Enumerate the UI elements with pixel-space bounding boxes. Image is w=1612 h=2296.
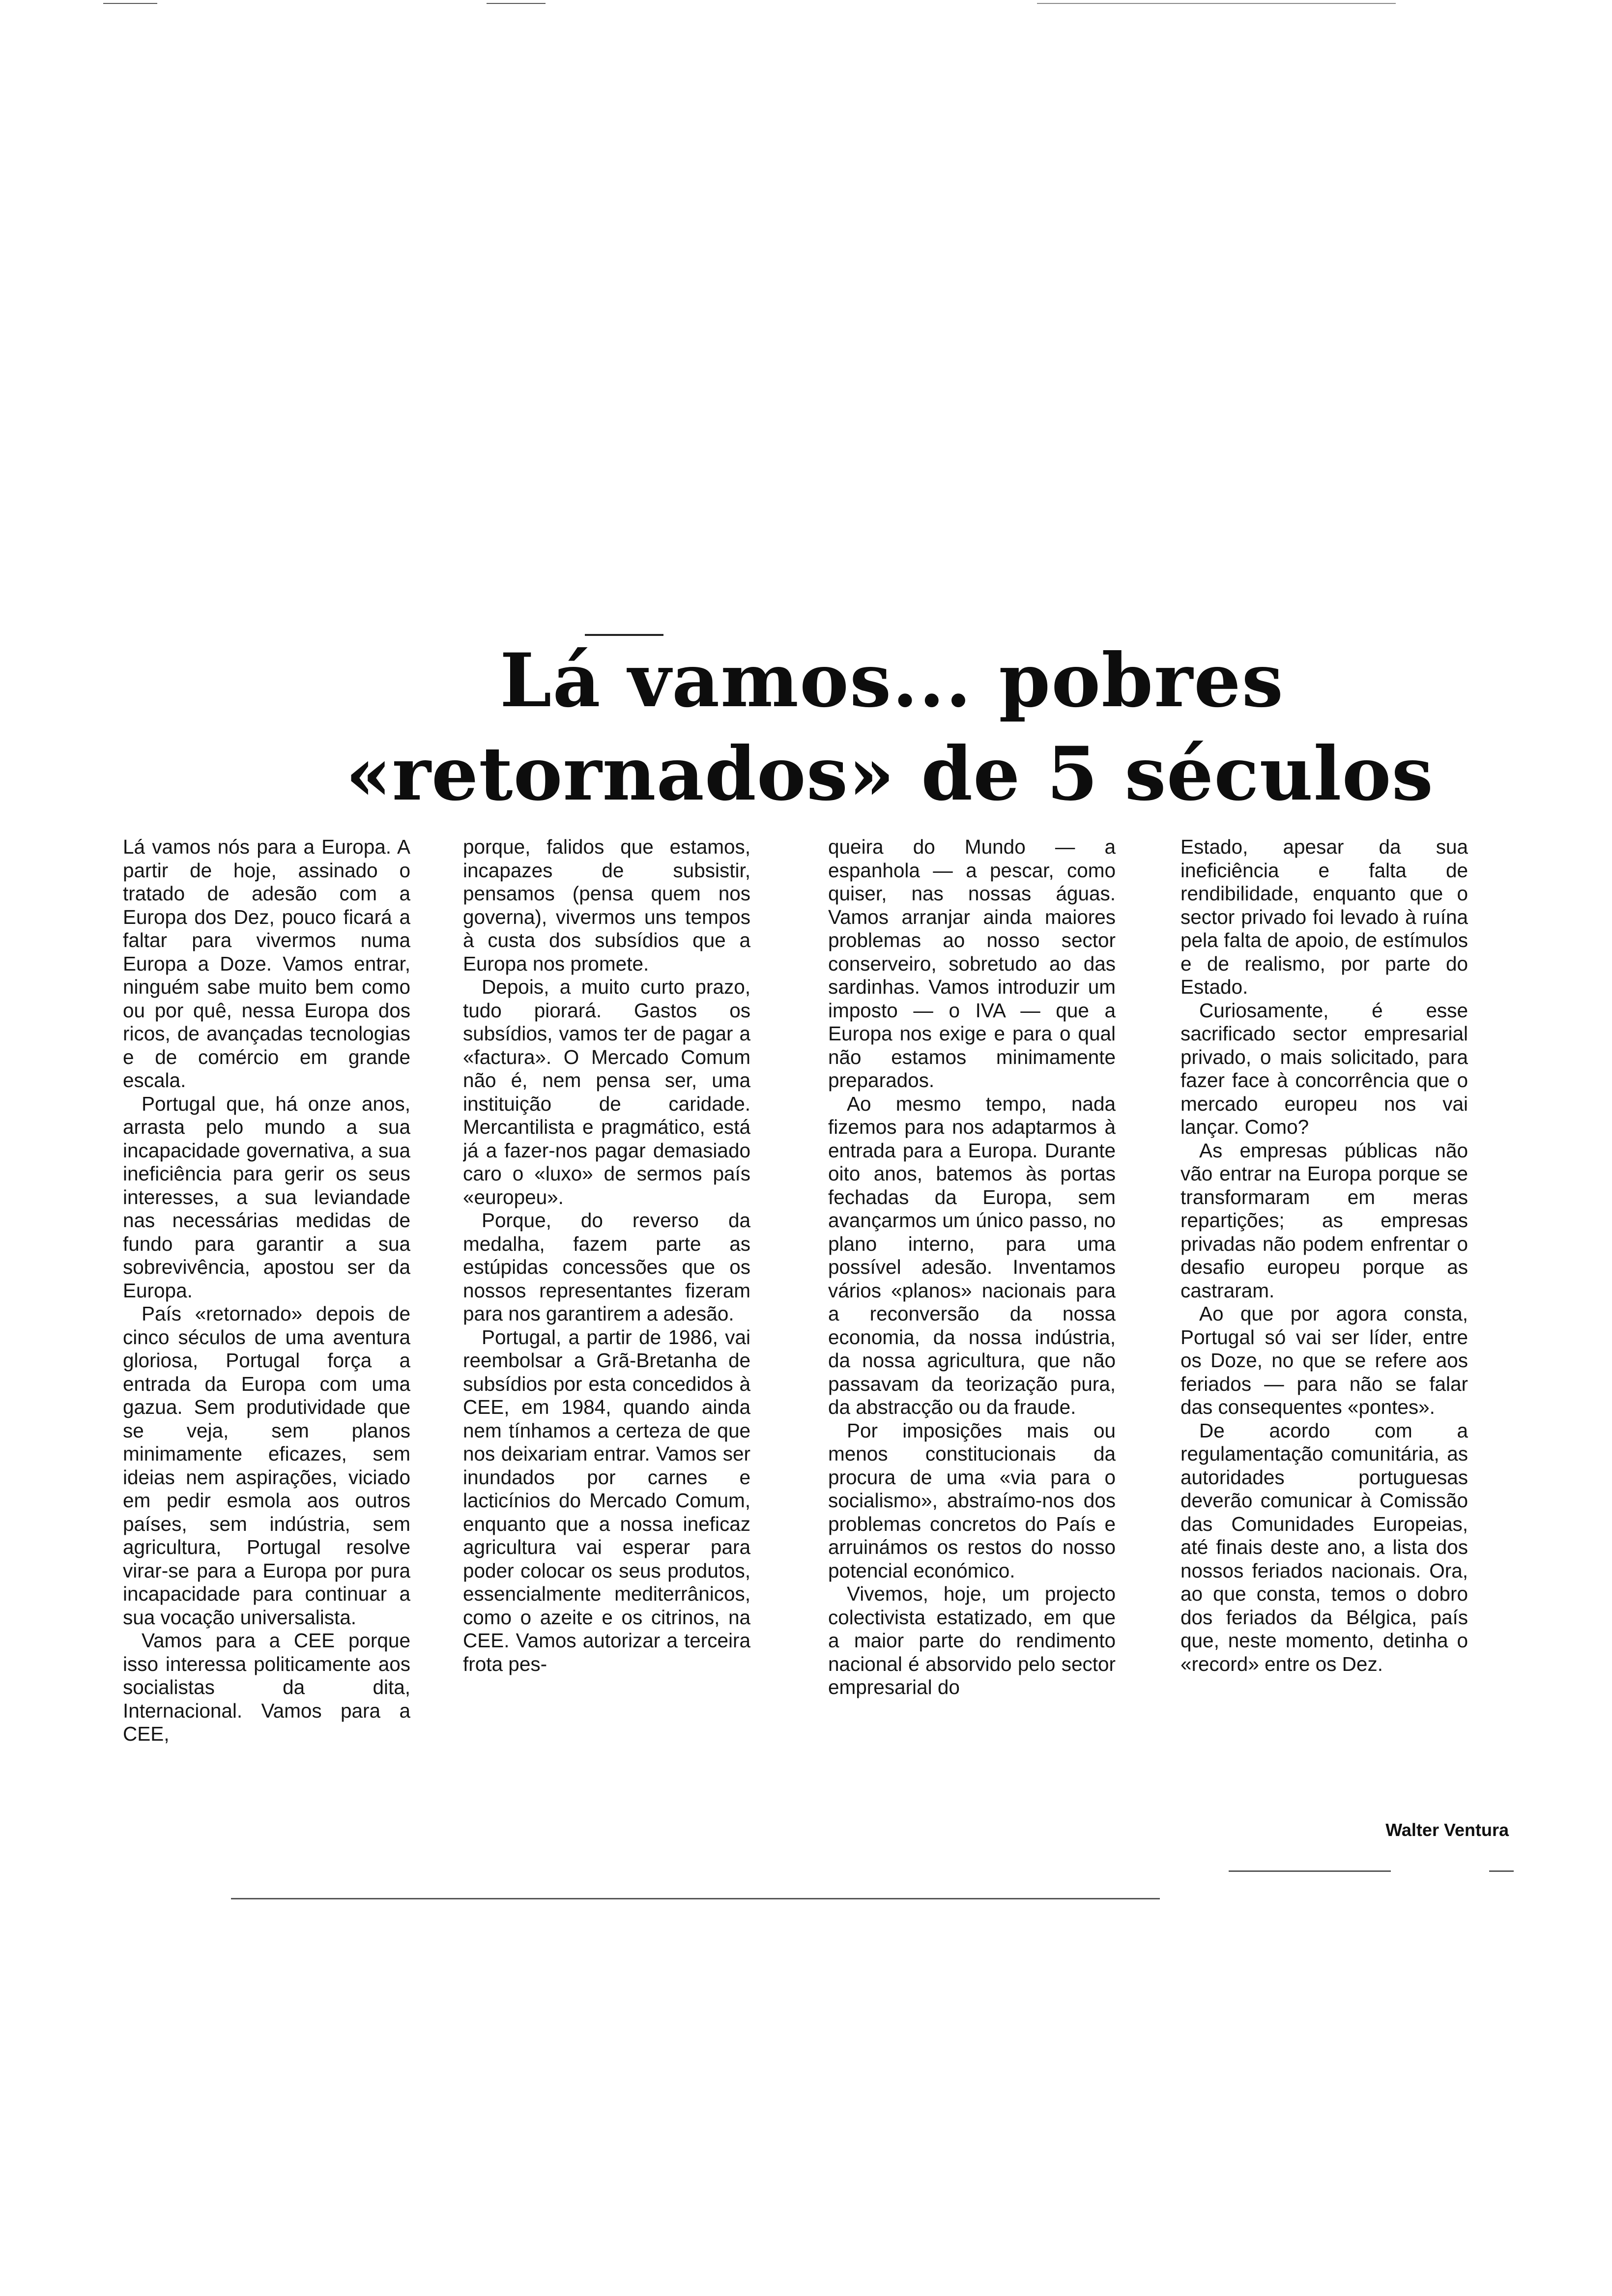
- article-column-2: [463, 835, 750, 1897]
- paragraph: País «retornado» depois de cinco séculos de uma aventura gloriosa, Portugal força a entrada da Europa com uma gazua. Sem produtividade que se veja, sem planos minimamente eficazes, sem ideias nem aspirações, viciado em pedir esmola aos outros países, sem indústria, sem agricultura, Portugal resolve virar-se para a Europa por pura incapacidade para continuar a sua vocação universalista.: [123, 1302, 410, 1629]
- headline-line-2: «retornados» de 5 séculos: [345, 731, 1434, 817]
- paragraph: porque, falidos que estamos, incapazes de subsistir, pensamos (pensa quem nos governa), vivermos uns tempos à custa dos subsídios que a Europa nos promete.: [463, 835, 750, 975]
- paragraph: Depois, a muito curto prazo, tudo piorará. Gastos os subsídios, vamos ter de pagar a «factura». O Mercado Comum não é, nem pensa ser, uma instituição de caridade. Mercantilista e pragmático, está já a fazer-nos pagar demasiado caro o «luxo» de sermos país «europeu».: [463, 976, 750, 1208]
- article-column-3: [828, 835, 1116, 1897]
- paragraph: queira do Mundo — a espanhola — a pescar, como quiser, nas nossas águas. Vamos arranjar ainda maiores problemas ao nosso sector conserveiro, sobretudo ao das sardinhas. Vamos introduzir um imposto — o IVA — que a Europa nos exige e para o qual não estamos minimamente preparados.: [828, 835, 1116, 1091]
- paragraph: Curiosamente, é esse sacrificado sector empresarial privado, o mais solicitado, para fazer face à concorrência que o mercado europeu nos vai lançar. Como?: [1180, 999, 1468, 1138]
- bottom-rule-right: [1229, 1870, 1391, 1872]
- paragraph: Portugal, a partir de 1986, vai reembolsar a Grã-Bretanha de subsídios por esta concedidos à CEE, em 1984, quando ainda nem tínhamos a certeza de que nos deixariam entrar. Vamos ser inundados por carnes e lacticínios do Mercado Comum, enquanto que a nossa ineficaz agricultura vai esperar para poder colocar os seus produtos, essencialmente mediterrânicos, como o azeite e os citrinos, na CEE. Vamos autorizar a terceira frota pes-: [463, 1325, 750, 1675]
- paragraph: As empresas públicas não vão entrar na Europa porque se transformaram em meras repartições; as empresas privadas não podem enfrentar o desafio europeu porque as castraram.: [1180, 1139, 1468, 1302]
- paragraph: Vamos para a CEE porque isso interessa politicamente aos socialistas da dita, Internacional. Vamos para a CEE,: [123, 1629, 410, 1745]
- headline-line-1: Lá vamos... pobres: [499, 637, 1285, 724]
- paragraph: Lá vamos nós para a Europa. A partir de hoje, assinado o tratado de adesão com a Europa dos Dez, pouco ficará a faltar para vivermos numa Europa a Doze. Vamos entrar, ninguém sabe muito bem como ou por quê, nessa Europa dos ricos, de avançadas tecnologias e de comércio em grande escala.: [123, 835, 410, 1091]
- paragraph: Ao que por agora consta, Portugal só vai ser líder, entre os Doze, no que se refere aos feriados — para não se falar das consequentes «pontes».: [1180, 1302, 1468, 1418]
- paragraph: Portugal que, há onze anos, arrasta pelo mundo a sua incapacidade governativa, a sua ineficiência para gerir os seus interesses, a sua leviandade nas necessárias medidas de fundo para garantir a sua sobrevivência, apostou ser da Europa.: [123, 1092, 410, 1302]
- article-column-1: [123, 835, 410, 1897]
- bottom-rule-stub: [1489, 1870, 1514, 1872]
- top-scan-rule-mid: [487, 3, 546, 4]
- paragraph: Por imposições mais ou menos constitucionais da procura de uma «via para o socialismo», abstraímo-nos dos problemas concretos do País e arruinámos os restos do nosso potencial económico.: [828, 1419, 1116, 1582]
- article-column-4: [1180, 835, 1468, 1897]
- bottom-rule-main: [231, 1898, 1160, 1899]
- author-signature: Walter Ventura: [1385, 1820, 1509, 1840]
- paragraph: Ao mesmo tempo, nada fizemos para nos adaptarmos à entrada para a Europa. Durante oito anos, batemos às portas fechadas da Europa, sem avançarmos um único passo, no plano interno, para uma possível adesão. Inventamos vários «planos» nacionais para a reconversão da nossa economia, da nossa indústria, da nossa agricultura, que não passavam da teorização pura, da abstracção ou da fraude.: [828, 1092, 1116, 1418]
- paragraph: De acordo com a regulamentação comunitária, as autoridades portuguesas deverão comunicar à Comissão das Comunidades Europeias, até finais deste ano, a lista dos nossos feriados nacionais. Ora, ao que consta, temos o dobro dos feriados da Bélgica, país que, neste momento, detinha o «record» entre os Dez.: [1180, 1419, 1468, 1675]
- top-scan-rule-right: [1037, 3, 1396, 4]
- article-headline: [315, 634, 1465, 821]
- paragraph: Vivemos, hoje, um projecto colectivista estatizado, em que a maior parte do rendimento nacional é absorvido pelo sector empresarial do: [828, 1582, 1116, 1698]
- paragraph: Porque, do reverso da medalha, fazem parte as estúpidas concessões que os nossos representantes fizeram para nos garantirem a adesão.: [463, 1209, 750, 1325]
- top-scan-rule-left: [103, 3, 157, 4]
- paragraph: Estado, apesar da sua ineficiência e falta de rendibilidade, enquanto que o sector privado foi levado à ruína pela falta de apoio, de estímulos e de realismo, por parte do Estado.: [1180, 835, 1468, 998]
